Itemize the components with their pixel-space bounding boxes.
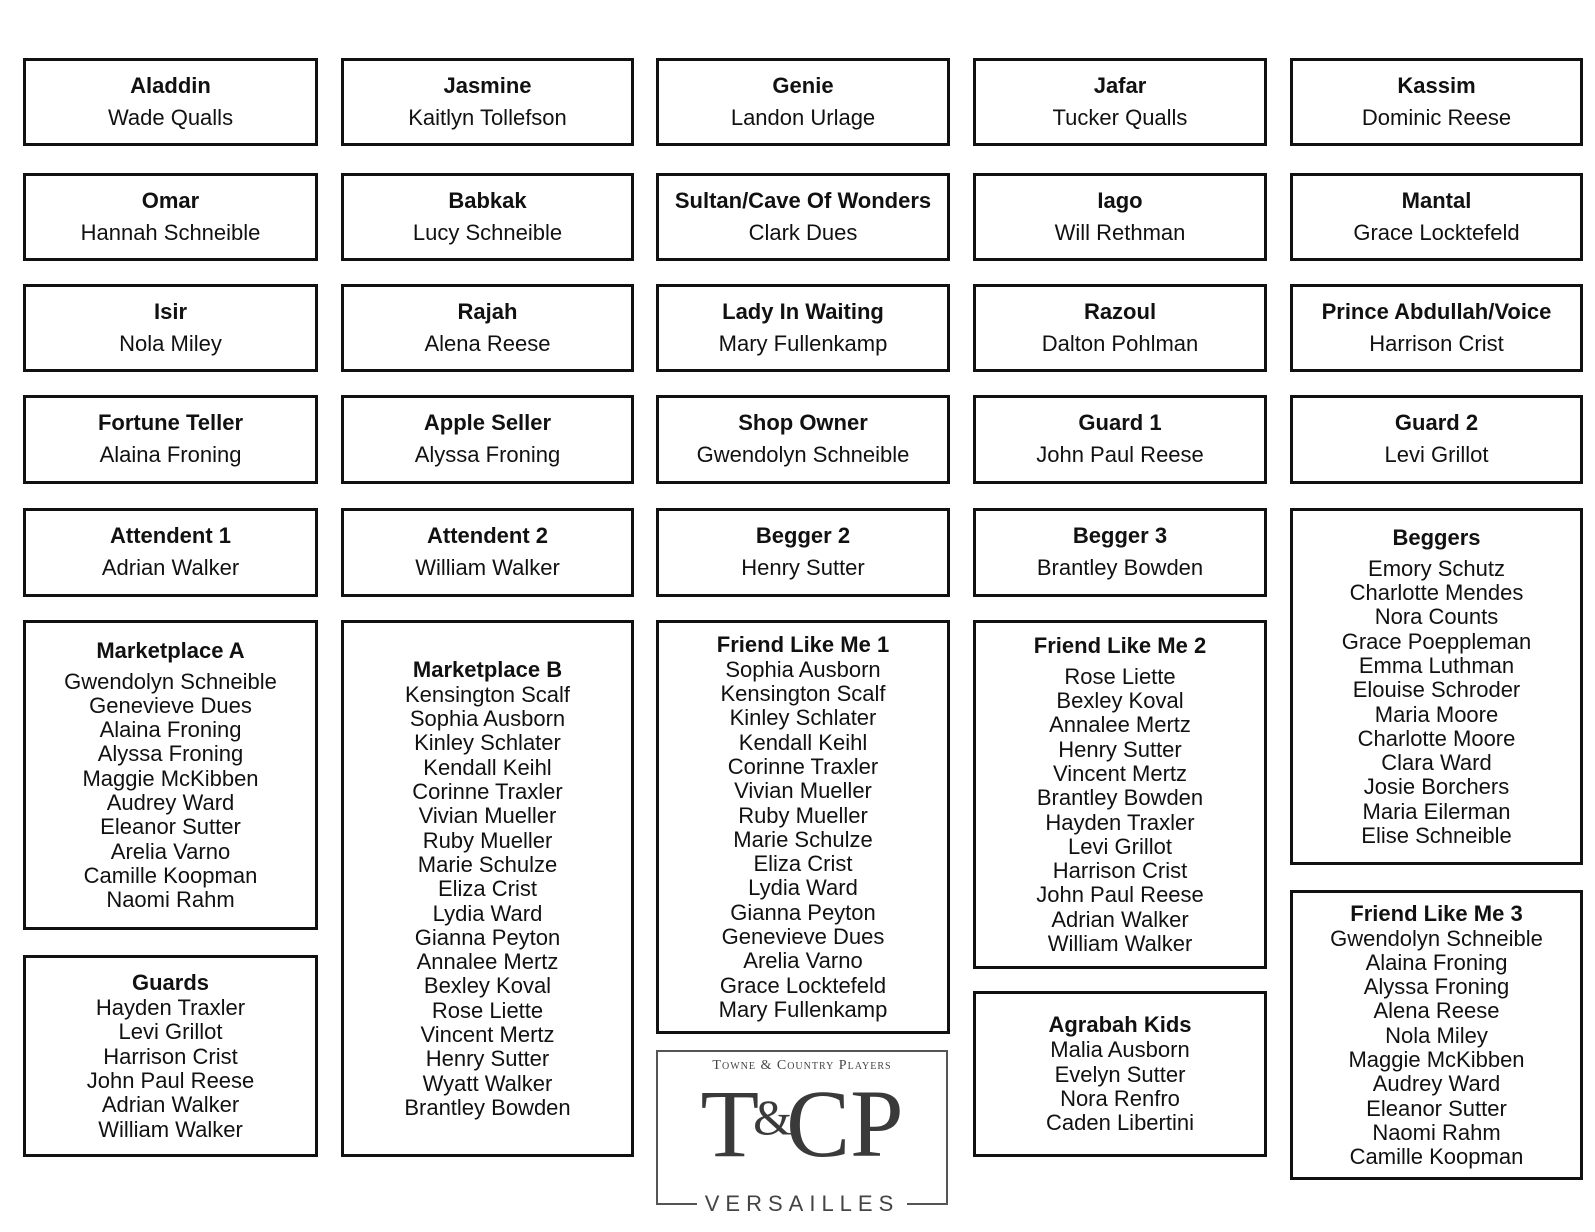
role-name: Aladdin xyxy=(130,73,211,98)
role-box xyxy=(341,508,634,597)
member-name: Marie Schulze xyxy=(733,826,873,852)
member-name: Annalee Mertz xyxy=(416,949,559,975)
role-box xyxy=(973,395,1267,484)
member-name: Arelia Varno xyxy=(743,948,863,974)
group-title: Marketplace A xyxy=(96,637,245,663)
member-name: Kinley Schlater xyxy=(729,705,877,731)
member-name: Genevieve Dues xyxy=(89,692,252,718)
actor-name: Levi Grillot xyxy=(1384,442,1489,467)
member-list xyxy=(87,996,255,1142)
member-list xyxy=(1046,1038,1194,1135)
group-title: Friend Like Me 1 xyxy=(716,631,890,657)
member-list xyxy=(1342,557,1532,849)
group-box-friend-like-me-1 xyxy=(656,620,950,1034)
role-name: Attendent 1 xyxy=(110,523,231,548)
role-name: Isir xyxy=(153,299,188,324)
member-name: Nola Miley xyxy=(1385,1022,1488,1048)
member-name: Vivian Mueller xyxy=(734,778,872,804)
member-name: Harrison Crist xyxy=(1052,858,1188,884)
logo-mark-right: CP xyxy=(786,1070,904,1177)
logo-bottom-text: VERSAILLES xyxy=(704,1191,900,1216)
member-name: Eleanor Sutter xyxy=(1366,1095,1507,1121)
member-name: Audrey Ward xyxy=(106,790,235,815)
member-name: Evelyn Sutter xyxy=(1054,1061,1186,1087)
role-name: Jasmine xyxy=(443,73,532,98)
member-name: Lydia Ward xyxy=(748,875,858,901)
member-name: Vincent Mertz xyxy=(420,1021,555,1047)
role-box xyxy=(1290,58,1583,146)
group-box-marketplace-b xyxy=(341,620,634,1157)
actor-name: Alaina Froning xyxy=(99,442,242,467)
role-box xyxy=(23,173,318,261)
role-name: Razoul xyxy=(1083,299,1157,324)
role-name: Genie xyxy=(772,73,834,98)
member-name: Kensington Scalf xyxy=(720,681,886,707)
role-name: Lady In Waiting xyxy=(722,299,884,324)
member-name: Naomi Rahm xyxy=(106,887,235,913)
role-name: Omar xyxy=(141,188,200,213)
member-name: Eliza Crist xyxy=(753,851,853,877)
role-box xyxy=(1290,173,1583,261)
role-box xyxy=(656,284,950,372)
member-name: Rose Liette xyxy=(1064,663,1176,689)
actor-name: Hannah Schneible xyxy=(80,220,261,245)
member-name: Mary Fullenkamp xyxy=(718,996,888,1022)
role-box xyxy=(23,395,318,484)
actor-name: Nola Miley xyxy=(119,331,222,356)
role-name: Rajah xyxy=(457,299,518,324)
member-name: Maria Moore xyxy=(1374,701,1499,727)
actor-name: Alyssa Froning xyxy=(414,442,561,467)
member-name: Camille Koopman xyxy=(1349,1144,1524,1170)
member-name: Harrison Crist xyxy=(103,1043,238,1069)
member-name: Sophia Ausborn xyxy=(725,656,881,682)
member-name: Alyssa Froning xyxy=(97,741,244,767)
role-name: Prince Abdullah/Voice xyxy=(1321,299,1552,324)
role-box xyxy=(656,395,950,484)
group-box-beggers xyxy=(1290,508,1583,865)
member-name: Corinne Traxler xyxy=(727,753,879,779)
group-title: Beggers xyxy=(1392,524,1481,550)
group-box-agrabah-kids xyxy=(973,991,1267,1157)
member-name: Charlotte Mendes xyxy=(1349,580,1524,606)
logo-monogram xyxy=(658,1070,946,1177)
member-name: William Walker xyxy=(98,1116,243,1142)
role-box xyxy=(973,508,1267,597)
member-name: Grace Locktefeld xyxy=(719,972,887,998)
member-name: Malia Ausborn xyxy=(1050,1037,1190,1063)
logo-rule-right xyxy=(907,1203,948,1205)
role-box xyxy=(973,173,1267,261)
actor-name: Harrison Crist xyxy=(1369,331,1504,356)
role-name: Guard 2 xyxy=(1394,410,1479,435)
logo-rule-left xyxy=(656,1203,697,1205)
member-name: Caden Libertini xyxy=(1046,1110,1194,1136)
role-box xyxy=(23,284,318,372)
role-box xyxy=(1290,395,1583,484)
member-name: John Paul Reese xyxy=(1036,882,1204,908)
actor-name: Clark Dues xyxy=(748,220,858,245)
member-name: Vincent Mertz xyxy=(1052,760,1188,786)
role-box xyxy=(341,173,634,261)
member-name: Clara Ward xyxy=(1381,750,1492,776)
actor-name: Mary Fullenkamp xyxy=(718,331,888,356)
group-title: Friend Like Me 2 xyxy=(1033,632,1207,658)
member-name: Bexley Koval xyxy=(423,973,552,999)
actor-name: William Walker xyxy=(415,555,560,580)
member-name: Camille Koopman xyxy=(83,862,258,888)
role-name: Fortune Teller xyxy=(97,410,244,435)
member-name: Elouise Schroder xyxy=(1352,677,1521,703)
member-name: Kensington Scalf xyxy=(404,681,571,707)
role-name: Begger 3 xyxy=(1072,523,1168,548)
member-name: Nora Renfro xyxy=(1060,1086,1180,1111)
logo-top-text: Towne & Country Players xyxy=(712,1058,892,1073)
member-name: Alaina Froning xyxy=(99,717,242,743)
member-name: Adrian Walker xyxy=(1051,906,1189,932)
role-box xyxy=(973,284,1267,372)
member-name: Adrian Walker xyxy=(101,1092,240,1118)
member-name: Hayden Traxler xyxy=(95,995,246,1021)
member-name: Audrey Ward xyxy=(1372,1071,1501,1097)
actor-name: Grace Locktefeld xyxy=(1353,220,1520,245)
member-name: Josie Borchers xyxy=(1363,774,1510,800)
actor-name: Landon Urlage xyxy=(730,105,876,130)
actor-name: Lucy Schneible xyxy=(412,220,563,245)
role-name: Apple Seller xyxy=(423,410,552,435)
member-name: Gwendolyn Schneible xyxy=(1330,925,1543,951)
role-box xyxy=(656,173,950,261)
member-name: Elise Schneible xyxy=(1361,822,1512,848)
member-name: Annalee Mertz xyxy=(1049,712,1191,738)
role-box xyxy=(23,58,318,146)
member-name: Levi Grillot xyxy=(1068,833,1172,859)
member-name: Wyatt Walker xyxy=(422,1070,553,1096)
actor-name: Alena Reese xyxy=(424,331,551,356)
member-name: Gwendolyn Schneible xyxy=(64,668,277,694)
member-name: Kendall Keihl xyxy=(423,754,552,780)
role-box xyxy=(341,395,634,484)
member-list xyxy=(64,670,277,913)
member-name: Charlotte Moore xyxy=(1357,725,1516,751)
actor-name: Gwendolyn Schneible xyxy=(696,442,910,467)
role-box xyxy=(1290,284,1583,372)
role-name: Guard 1 xyxy=(1078,410,1162,435)
member-name: Ruby Mueller xyxy=(738,802,868,828)
actor-name: Will Rethman xyxy=(1054,220,1186,245)
member-name: Vivian Mueller xyxy=(418,803,557,829)
member-list xyxy=(719,658,888,1022)
member-name: Alyssa Froning xyxy=(1363,974,1510,1000)
member-name: Rose Liette xyxy=(431,997,544,1023)
role-name: Jafar xyxy=(1093,73,1147,98)
member-name: John Paul Reese xyxy=(86,1068,255,1093)
actor-name: Dalton Pohlman xyxy=(1041,331,1199,356)
role-box xyxy=(656,58,950,146)
member-name: Eleanor Sutter xyxy=(100,814,241,840)
member-name: Henry Sutter xyxy=(1058,736,1182,762)
group-box-guards xyxy=(23,955,318,1157)
actor-name: Kaitlyn Tollefson xyxy=(408,105,567,130)
member-name: Henry Sutter xyxy=(425,1046,550,1072)
member-name: Kinley Schlater xyxy=(414,730,561,756)
actor-name: Wade Qualls xyxy=(107,105,234,130)
member-name: Maria Eilerman xyxy=(1362,798,1511,824)
member-name: Corinne Traxler xyxy=(412,779,563,805)
role-name: Kassim xyxy=(1397,73,1476,98)
member-name: Gianna Peyton xyxy=(414,924,561,950)
member-name: Ruby Mueller xyxy=(422,827,553,853)
role-name: Attendent 2 xyxy=(427,523,548,548)
role-name: Sultan/Cave Of Wonders xyxy=(674,188,932,213)
logo-bottom-band xyxy=(656,1192,948,1216)
group-box-marketplace-a xyxy=(23,620,318,930)
role-box xyxy=(973,58,1267,146)
member-name: Eliza Crist xyxy=(437,876,537,902)
member-name: Brantley Bowden xyxy=(404,1094,571,1120)
role-box xyxy=(341,284,634,372)
member-name: Genevieve Dues xyxy=(721,924,885,950)
member-list xyxy=(1036,665,1204,957)
actor-name: Brantley Bowden xyxy=(1036,555,1204,580)
member-list xyxy=(404,683,570,1120)
group-title: Agrabah Kids xyxy=(1048,1012,1192,1038)
member-name: Levi Grillot xyxy=(118,1019,223,1045)
role-name: Mantal xyxy=(1401,188,1472,213)
member-name: Bexley Koval xyxy=(1056,688,1184,714)
group-box-friend-like-me-2 xyxy=(973,620,1267,969)
group-title: Marketplace B xyxy=(412,656,563,682)
member-name: Alena Reese xyxy=(1373,998,1500,1024)
actor-name: Henry Sutter xyxy=(741,555,865,580)
group-title: Guards xyxy=(131,970,210,996)
logo-mark-amp: & xyxy=(753,1089,793,1145)
member-list xyxy=(1330,927,1543,1170)
group-box-friend-like-me-3 xyxy=(1290,890,1583,1180)
role-box xyxy=(656,508,950,597)
role-box xyxy=(23,508,318,597)
role-name: Iago xyxy=(1097,188,1143,213)
actor-name: Dominic Reese xyxy=(1361,105,1512,130)
member-name: Kendall Keihl xyxy=(738,729,868,755)
member-name: Hayden Traxler xyxy=(1045,809,1195,835)
member-name: Maggie McKibben xyxy=(82,765,259,791)
role-name: Babkak xyxy=(448,188,527,213)
member-name: Marie Schulze xyxy=(417,851,558,877)
member-name: William Walker xyxy=(1047,930,1193,956)
member-name: Grace Poeppleman xyxy=(1341,628,1532,654)
role-name: Begger 2 xyxy=(755,523,851,548)
member-name: Gianna Peyton xyxy=(730,899,876,925)
member-name: Maggie McKibben xyxy=(1348,1047,1525,1072)
towne-country-players-logo xyxy=(656,1050,948,1216)
role-name: Shop Owner xyxy=(738,410,868,435)
member-name: Lydia Ward xyxy=(432,900,543,926)
member-name: Sophia Ausborn xyxy=(409,706,566,732)
member-name: Brantley Bowden xyxy=(1036,785,1204,811)
member-name: Emory Schutz xyxy=(1368,555,1505,581)
member-name: Alaina Froning xyxy=(1365,949,1508,975)
actor-name: Adrian Walker xyxy=(101,555,240,580)
member-name: Arelia Varno xyxy=(110,838,231,864)
member-name: Nora Counts xyxy=(1374,604,1499,630)
group-title: Friend Like Me 3 xyxy=(1350,900,1523,926)
member-name: Emma Luthman xyxy=(1358,652,1515,678)
logo-mark-left: T xyxy=(700,1070,760,1177)
role-box xyxy=(341,58,634,146)
member-name: Naomi Rahm xyxy=(1372,1119,1501,1145)
actor-name: Tucker Qualls xyxy=(1052,105,1188,130)
actor-name: John Paul Reese xyxy=(1036,442,1204,467)
